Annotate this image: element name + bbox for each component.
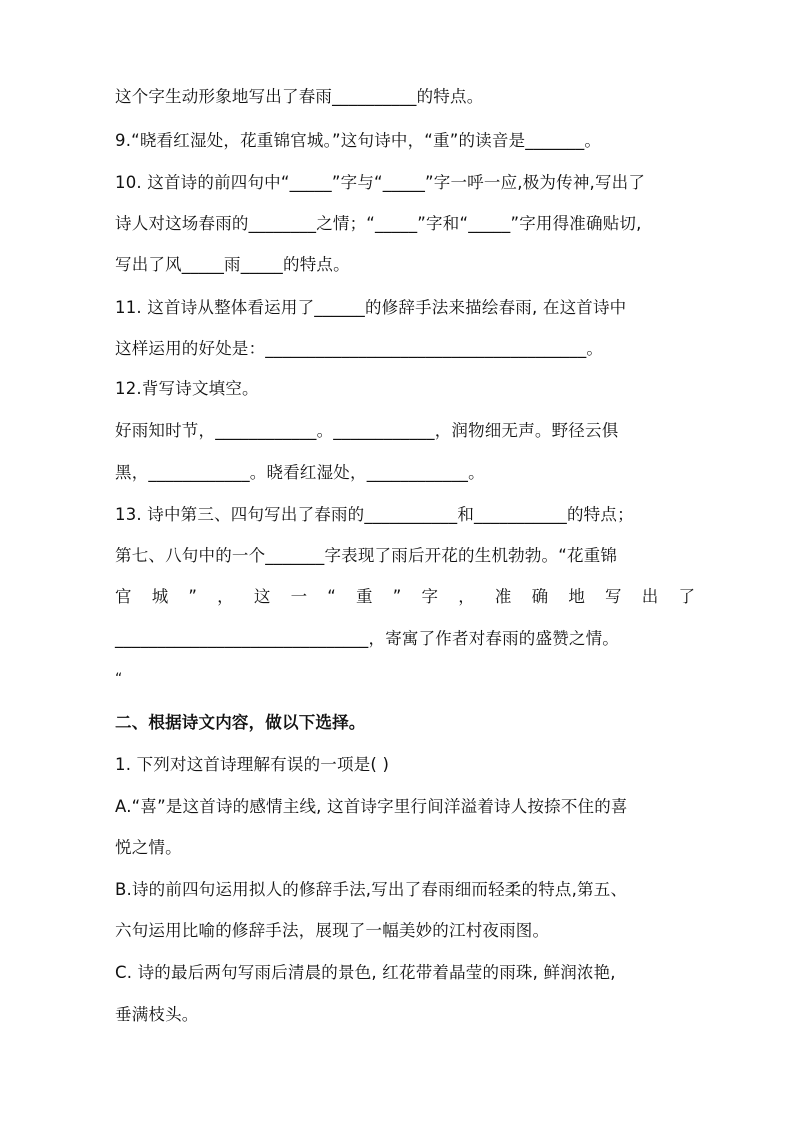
char: ”	[188, 587, 197, 606]
option-c: C. 诗的最后两句写雨后清晨的景色, 红花带着晶莹的雨珠, 鲜润浓艳,	[115, 963, 616, 982]
char: ，	[217, 587, 234, 606]
text-line: 悦之情。	[115, 838, 182, 857]
option-a: A.“喜”是这首诗的感情主线, 这首诗字里行间洋溢着诗人按捺不住的喜	[115, 797, 628, 816]
choice-question-1: 1. 下列对这首诗理解有误的一项是( )	[115, 755, 390, 774]
text-line: 垂满枝头。	[115, 1005, 199, 1024]
poem-line: 好雨知时节，____________。____________，润物细无声。野径云俱	[115, 421, 619, 440]
char: ，	[458, 587, 475, 606]
char: 写	[605, 587, 622, 606]
char: 地	[568, 587, 585, 606]
stray-quote: “	[115, 671, 123, 687]
text-line: ______________________________，寄寓了作者对春雨的盛赞之情。	[115, 629, 619, 648]
question-10: 10. 这首诗的前四句中“_____”字与“_____”字一呼一应,极为传神,写出了	[115, 173, 646, 192]
text-line: 写出了风_____雨_____的特点。	[115, 255, 350, 274]
char: 字	[421, 587, 439, 606]
question-12: 12.背写诗文填空。	[115, 379, 259, 398]
section-heading: 二、根据诗文内容，做以下选择。	[115, 713, 366, 732]
char: 官	[115, 587, 132, 606]
char: ”	[392, 587, 402, 606]
char: 城	[151, 587, 169, 606]
char: “	[327, 587, 336, 606]
char: 出	[641, 587, 659, 606]
spread-text-line	[115, 586, 695, 608]
text-line: 这样运用的好处是：______________________________________。	[115, 339, 604, 358]
char: 这	[253, 587, 271, 606]
text-line: 这个字生动形象地写出了春雨__________的特点。	[115, 87, 484, 106]
option-b: B.诗的前四句运用拟人的修辞手法,写出了春雨细而轻柔的特点,第五、	[115, 880, 628, 899]
text-line: 六句运用比喻的修辞手法，展现了一幅美妙的江村夜雨图。	[115, 921, 550, 940]
question-11: 11. 这首诗从整体看运用了______的修辞手法来描绘春雨, 在这首诗中	[115, 298, 627, 317]
char: 准	[494, 587, 512, 606]
poem-line: 黑，____________。晓看红湿处，____________。	[115, 463, 485, 482]
char: 了	[678, 587, 695, 606]
text-line: 第七、八句中的一个_______字表现了雨后开花的生机勃勃。“花重锦	[115, 546, 618, 565]
char: 确	[531, 587, 549, 606]
question-13: 13. 诗中第三、四句写出了春雨的___________和___________的特点；	[115, 505, 634, 524]
question-9: 9.“晓看红湿处，花重锦官城。”这句诗中，“重”的读音是_______。	[115, 131, 602, 150]
char: 一	[290, 587, 308, 606]
char: 重	[356, 587, 373, 606]
text-line: 诗人对这场春雨的________之情；“_____”字和“_____”字用得准确贴切,	[115, 214, 642, 233]
